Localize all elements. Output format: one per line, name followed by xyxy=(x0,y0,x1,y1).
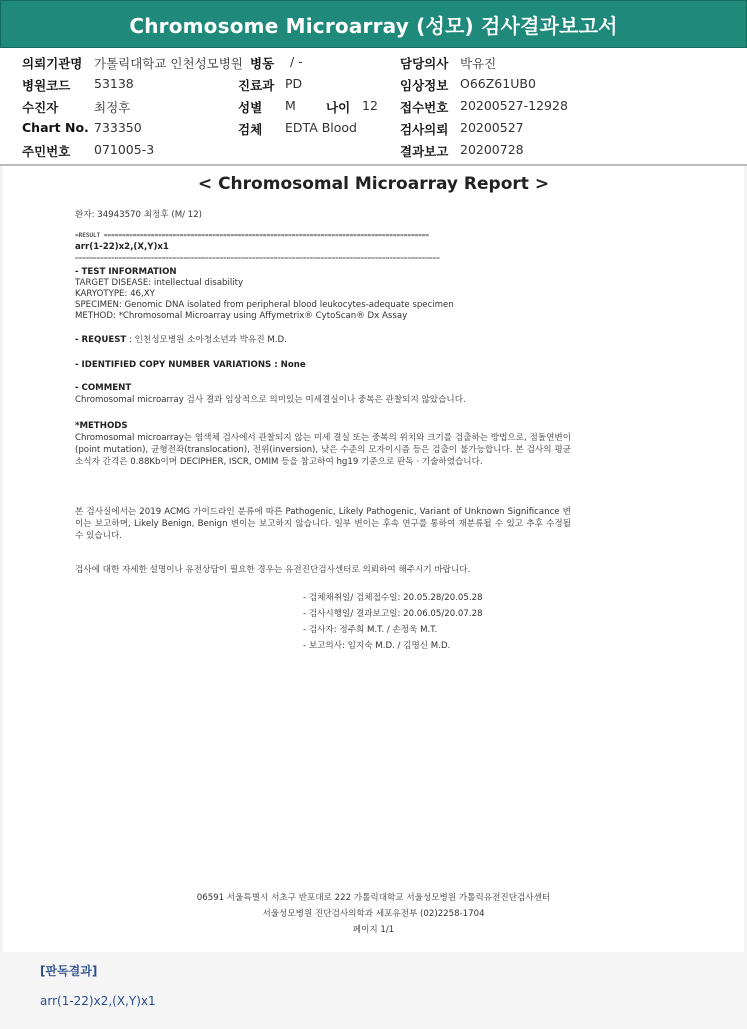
test-info-heading: - TEST INFORMATION xyxy=(75,267,177,277)
judgement-label: [판독결과] xyxy=(40,964,98,978)
clinical-info-value: O66Z61UB0 xyxy=(460,76,536,91)
methods-paragraph-2: 본 검사실에서는 2019 ACMG 가이드라인 분류에 따른 Pathogenic, Likely Pathogenic, Variant of Unknown Significance 변이는 보고하며, Likely Benign, Benign 변이는 보고하지 않습니다. 일부 변이는 후속 연구를 통하여 재분류될 수 있고 추후 수정될 수 있습니다. xyxy=(75,507,571,541)
clinical-info-label: 임상정보 xyxy=(400,78,449,93)
test-info-line-3: SPECIMEN: Genomic DNA isolated from peripheral blood leukocytes-adequate specimen xyxy=(75,300,454,310)
judgement-value: arr(1-22)x2,(X,Y)x1 xyxy=(40,994,156,1008)
info-row-2 xyxy=(0,76,747,94)
patient-name-value: 최정후 xyxy=(94,100,131,115)
meta-test-dates: - 검사시행일/ 결과보고일: 20.06.05/20.07.28 xyxy=(303,609,483,619)
patient-line: 환자: 34943570 최정후 (M/ 12) xyxy=(75,210,203,220)
result-separator: =RESULT ========================================================================================== xyxy=(75,232,430,239)
comment-text: Chromosomal microarray 검사 결과 임상적으로 의미있는 미세결실이나 중복은 관찰되지 않았습니다. xyxy=(75,395,466,405)
sex-value: M xyxy=(285,98,296,113)
age-label: 나이 xyxy=(326,100,351,115)
footer-page-number: 페이지 1/1 xyxy=(352,925,395,935)
request-line xyxy=(75,334,575,346)
meta-collection-dates: - 검체채취일/ 검체접수일: 20.05.28/20.05.28 xyxy=(303,593,483,603)
chart-no-value: 733350 xyxy=(94,120,142,135)
methods-paragraph-1: Chromosomal microarray는 염색체 검사에서 관찰되지 않는 미세 결실 또는 중복의 위치와 크기를 검출하는 방법으로, 점돌연변이(point mutation), 균형전좌(translocation), 전위(inversion), 낮은 수준의 모자이시즘 등은 검출이 불가능합니다. 본 검사의 평균 소식자 간격은 0.88Kb이며 DECIPHER, ISCR, OMIM 등을 참고하여 hg19 기준으로 판독 · 기술하였습니다. xyxy=(75,433,571,467)
hospital-code-value: 53138 xyxy=(94,76,134,91)
info-row-5 xyxy=(0,142,747,160)
report-title-bar xyxy=(0,0,747,48)
separator-line: ===================================================================================================== xyxy=(75,255,440,262)
sex-label: 성별 xyxy=(238,100,263,115)
requesting-institution-value: 가톨릭대학교 인천성모병원 xyxy=(94,56,243,71)
meta-reporting-doctors: - 보고의사: 임지숙 M.D. / 김명신 M.D. xyxy=(303,641,451,651)
test-info-line-4: METHOD: *Chromosomal Microarray using Affymetrix® CytoScan® Dx Assay xyxy=(75,311,408,321)
report-document-title: < Chromosomal Microarray Report > xyxy=(197,174,550,194)
department-value: PD xyxy=(285,76,303,91)
ward-label: 병동 xyxy=(250,56,275,71)
specimen-label: 검체 xyxy=(238,122,263,137)
resident-number-label: 주민번호 xyxy=(22,144,71,159)
chart-no-label: Chart No. xyxy=(22,120,89,135)
footer-department: 서울성모병원 진단검사의학과 세포유전부 (02)2258-1704 xyxy=(262,909,485,919)
report-title: Chromosome Microarray (성모) 검사결과보고서 xyxy=(129,13,618,38)
comment-heading: - COMMENT xyxy=(75,383,132,393)
request-value: : 인천성모병원 소아청소년과 박유진 M.D. xyxy=(129,335,287,345)
test-request-label: 검사의뢰 xyxy=(400,122,449,137)
department-label: 진료과 xyxy=(238,78,275,93)
result-report-label: 결과보고 xyxy=(400,144,449,159)
footer-address: 06591 서울특별시 서초구 반포대로 222 가톨릭대학교 서울성모병원 가톨릭유전진단검사센터 xyxy=(196,893,551,903)
patient-info-panel xyxy=(0,48,747,166)
judgement-section xyxy=(0,952,747,1029)
receipt-number-value: 20200527-12928 xyxy=(460,98,568,113)
test-request-value: 20200527 xyxy=(460,120,524,135)
hospital-code-label: 병원코드 xyxy=(22,78,71,93)
meta-technicians: - 검사자: 정주희 M.T. / 손정욱 M.T. xyxy=(303,625,438,635)
resident-number-value: 071005-3 xyxy=(94,142,155,157)
receipt-number-label: 접수번호 xyxy=(400,100,449,115)
result-karyotype: arr(1-22)x2,(X,Y)x1 xyxy=(75,242,169,252)
attending-doctor-value: 박유진 xyxy=(460,56,497,71)
microarray-report-document xyxy=(3,166,744,952)
result-report-value: 20200728 xyxy=(460,142,524,157)
info-row-1 xyxy=(0,54,747,72)
ward-value: / - xyxy=(290,54,303,69)
requesting-institution-label: 의뢰기관명 xyxy=(22,56,83,71)
attending-doctor-label: 담당의사 xyxy=(400,56,449,71)
info-row-4 xyxy=(0,120,747,138)
test-info-line-1: TARGET DISEASE: intellectual disability xyxy=(75,278,244,288)
request-heading: - REQUEST xyxy=(75,335,127,345)
age-value: 12 xyxy=(362,98,378,113)
specimen-value: EDTA Blood xyxy=(285,120,357,135)
test-info-line-2: KARYOTYPE: 46,XY xyxy=(75,289,155,299)
methods-paragraph-3: 검사에 대한 자세한 설명이나 유전상담이 필요한 경우는 유전진단검사센터로 의뢰하여 해주시기 바랍니다. xyxy=(75,565,471,575)
cnv-heading: - IDENTIFIED COPY NUMBER VARIATIONS : None xyxy=(75,360,306,370)
patient-name-label: 수진자 xyxy=(22,100,59,115)
methods-heading: *METHODS xyxy=(75,421,128,431)
info-row-3 xyxy=(0,98,747,116)
